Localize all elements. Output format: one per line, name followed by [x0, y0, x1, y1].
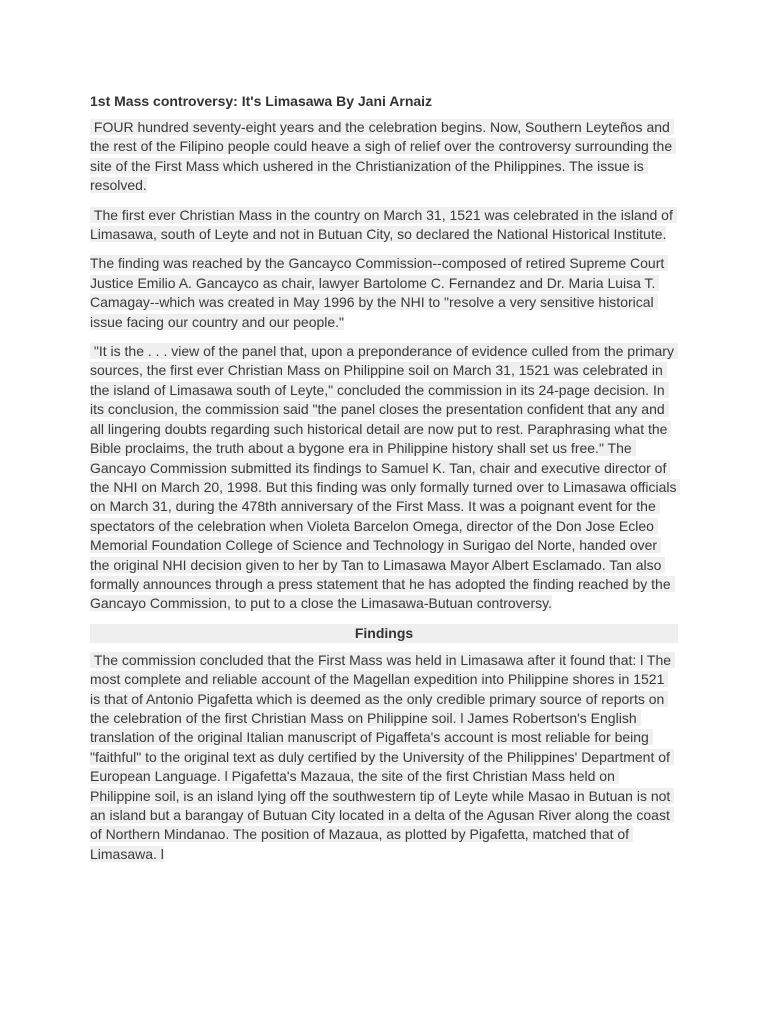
paragraph-text: The first ever Christian Mass in the country on March 31, 1521 was celebrated in the island of Limasawa, south of Leyte and not in Butuan City, so declared the National Historical Institute. — [90, 206, 677, 243]
section-heading-findings: Findings — [90, 624, 678, 643]
article-title: 1st Mass controversy: It's Limasawa By Jani Arnaiz — [90, 93, 433, 109]
paragraph-first-mass — [90, 206, 678, 245]
paragraph-intro — [90, 118, 678, 196]
paragraph-text: FOUR hundred seventy-eight years and the celebration begins. Now, Southern Leyteños and the rest of the Filipino people could heave a sigh of relief over the controversy surrounding the site of the First Mass which ushered in the Christianization of the Philippines. The issue is resolved. — [90, 119, 677, 194]
document-page — [90, 92, 681, 874]
paragraph-text: "It is the . . . view of the panel that, upon a preponderance of evidence culled from the primary sources, the first ever Christian Mass on Philippine soil on March 31, 1521 was celebrated in the island of Limasawa south of Leyte," concluded the commission in its 24-page decision. In its conclusion, the commission said "the panel closes the presentation confident that any and all lingering doubts regarding such historical detail are now put to rest. Paraphrasing what the Bible proclaims, the truth about a bygone era in Philippine history shall set us free." The Gancayo Commission submitted its findings to Samuel K. Tan, chair and executive director of the NHI on March 20, 1998. But this finding was only formally turned over to Limasawa officials on March 31, during the 478th anniversary of the First Mass. It was a poignant event for the spectators of the celebration when Violeta Barcelon Omega, director of the Don Jose Ecleo Memorial Foundation College of Science and Technology in Surigao del Norte, handed over the original NHI decision given to her by Tan to Limasawa Mayor Albert Esclamado. Tan also formally announces through a press statement that he has adopted the finding reached by the Gancayo Commission, to put to a close the Limasawa-Butuan controversy. — [90, 343, 681, 612]
paragraph-text: The commission concluded that the First Mass was held in Limasawa after it found that: l The most complete and reliable account of the Magellan expedition into Philippine shores in 1521 is that of Antonio Pigafetta which is deemed as the only credible primary source of reports on the celebration of the first Christian Mass on Philippine soil. l James Robertson's English translation of the original Italian manuscript of Pigaffeta's account is most reliable for being "faithful" to the original text as duly certified by the University of the Philippines' Department of European Language. l Pigafetta's Mazaua, the site of the first Christian Mass held on Philippine soil, is an island lying off the southwestern tip of Leyte while Masao in Butuan is not an island but a barangay of Butuan City located in a delta of the Agusan River along the coast of Northern Mindanao. The position of Mazaua, as plotted by Pigafetta, matched that of Limasawa. l — [90, 651, 675, 862]
paragraph-text: The finding was reached by the Gancayco Commission--composed of retired Supreme Court Justice Emilio A. Gancayco as chair, lawyer Bartolome C. Fernandez and Dr. Maria Luisa T. Camagay--which was created in May 1996 by the NHI to "resolve a very sensitive historical issue facing our country and our people." — [90, 255, 669, 330]
paragraph-commission — [90, 254, 678, 332]
paragraph-findings — [90, 651, 678, 864]
paragraph-panel-view — [90, 342, 681, 614]
